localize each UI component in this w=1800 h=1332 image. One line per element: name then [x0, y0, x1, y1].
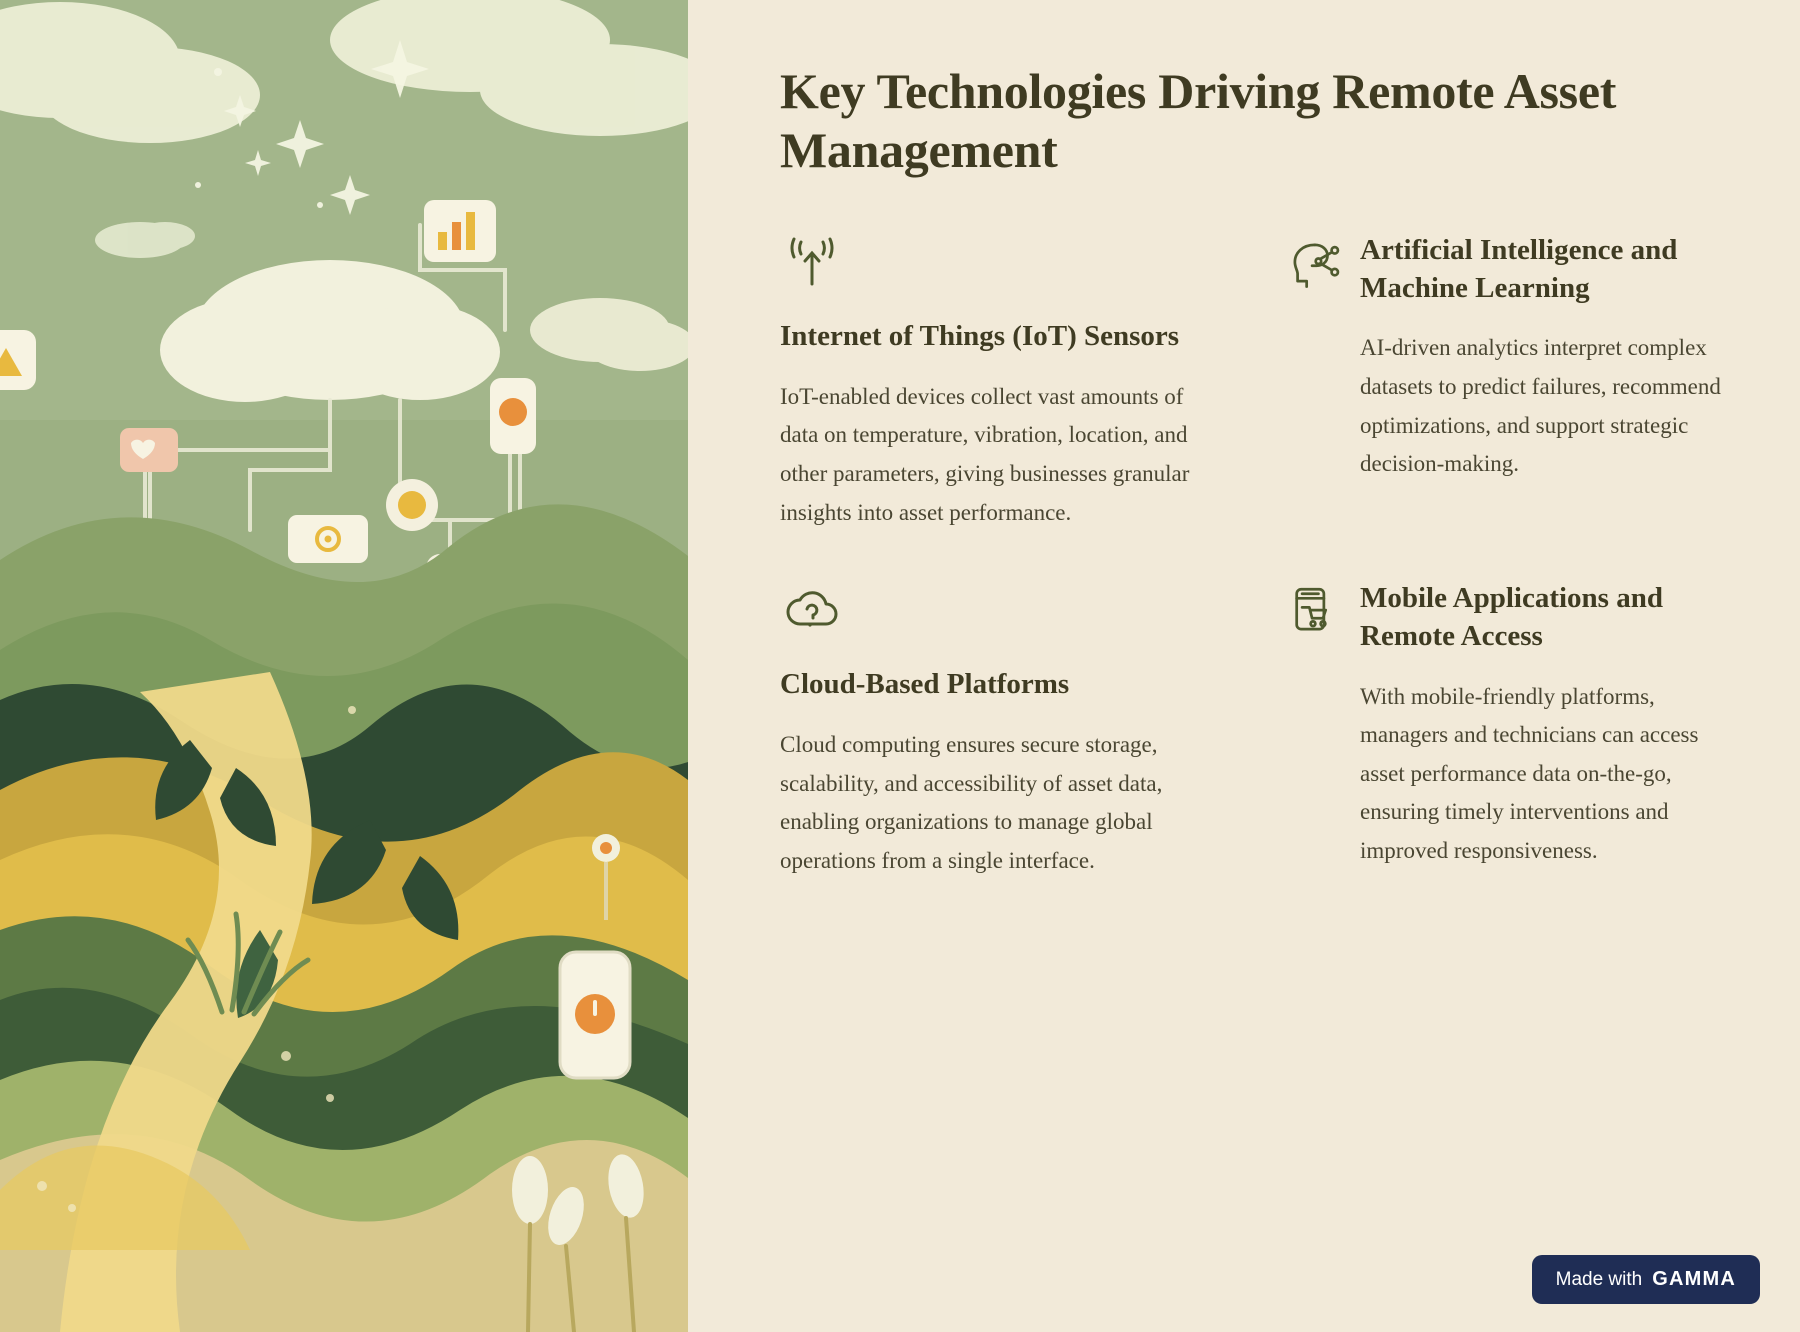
- card-title: Mobile Applications and Remote Access: [1360, 582, 1663, 652]
- illustration-panel: [0, 0, 688, 1332]
- landscape-illustration: [0, 0, 688, 1332]
- page-title: Key Technologies Driving Remote Asset Management: [780, 63, 1617, 178]
- wireless-signal-icon: [780, 232, 844, 296]
- ai-head-circuit-icon: [1284, 234, 1342, 292]
- badge-prefix-label: Made with: [1555, 1268, 1643, 1290]
- card-header: [1284, 580, 1730, 655]
- card-mobile-applications: [1284, 580, 1730, 880]
- mobile-store-cart-icon: [1284, 582, 1342, 640]
- card-body: IoT-enabled devices collect vast amounts of data on temperature, vibration, location, and other parameters, giving businesses granular insights into asset performance.: [780, 383, 1190, 525]
- made-with-gamma-badge[interactable]: [1532, 1255, 1760, 1304]
- card-header: [780, 232, 1226, 356]
- card-title: Artificial Intelligence and Machine Learning: [1360, 234, 1678, 304]
- cloud-question-icon: [780, 580, 844, 644]
- card-cloud-platforms: [780, 580, 1226, 880]
- card-body: Cloud computing ensures secure storage, scalability, and accessibility of asset data, enabling organizations to manage global operations from a single interface.: [780, 731, 1163, 873]
- card-artificial-intelligence: [1284, 232, 1730, 532]
- card-title: Cloud-Based Platforms: [780, 668, 1070, 701]
- card-body: With mobile-friendly platforms, managers and technicians can access asset performance data on-the-go, ensuring timely interventions and improved responsiveness.: [1360, 683, 1699, 864]
- card-iot-sensors: [780, 232, 1226, 532]
- card-header: [1284, 232, 1730, 307]
- card-body: AI-driven analytics interpret complex datasets to predict failures, recommend optimizations, and support strategic decision-making.: [1360, 335, 1721, 477]
- technology-card-grid: [780, 232, 1730, 880]
- card-header: [780, 580, 1226, 704]
- badge-brand-label: GAMMA: [1652, 1268, 1736, 1290]
- card-title: Internet of Things (IoT) Sensors: [780, 320, 1180, 352]
- content-panel: [688, 0, 1800, 1332]
